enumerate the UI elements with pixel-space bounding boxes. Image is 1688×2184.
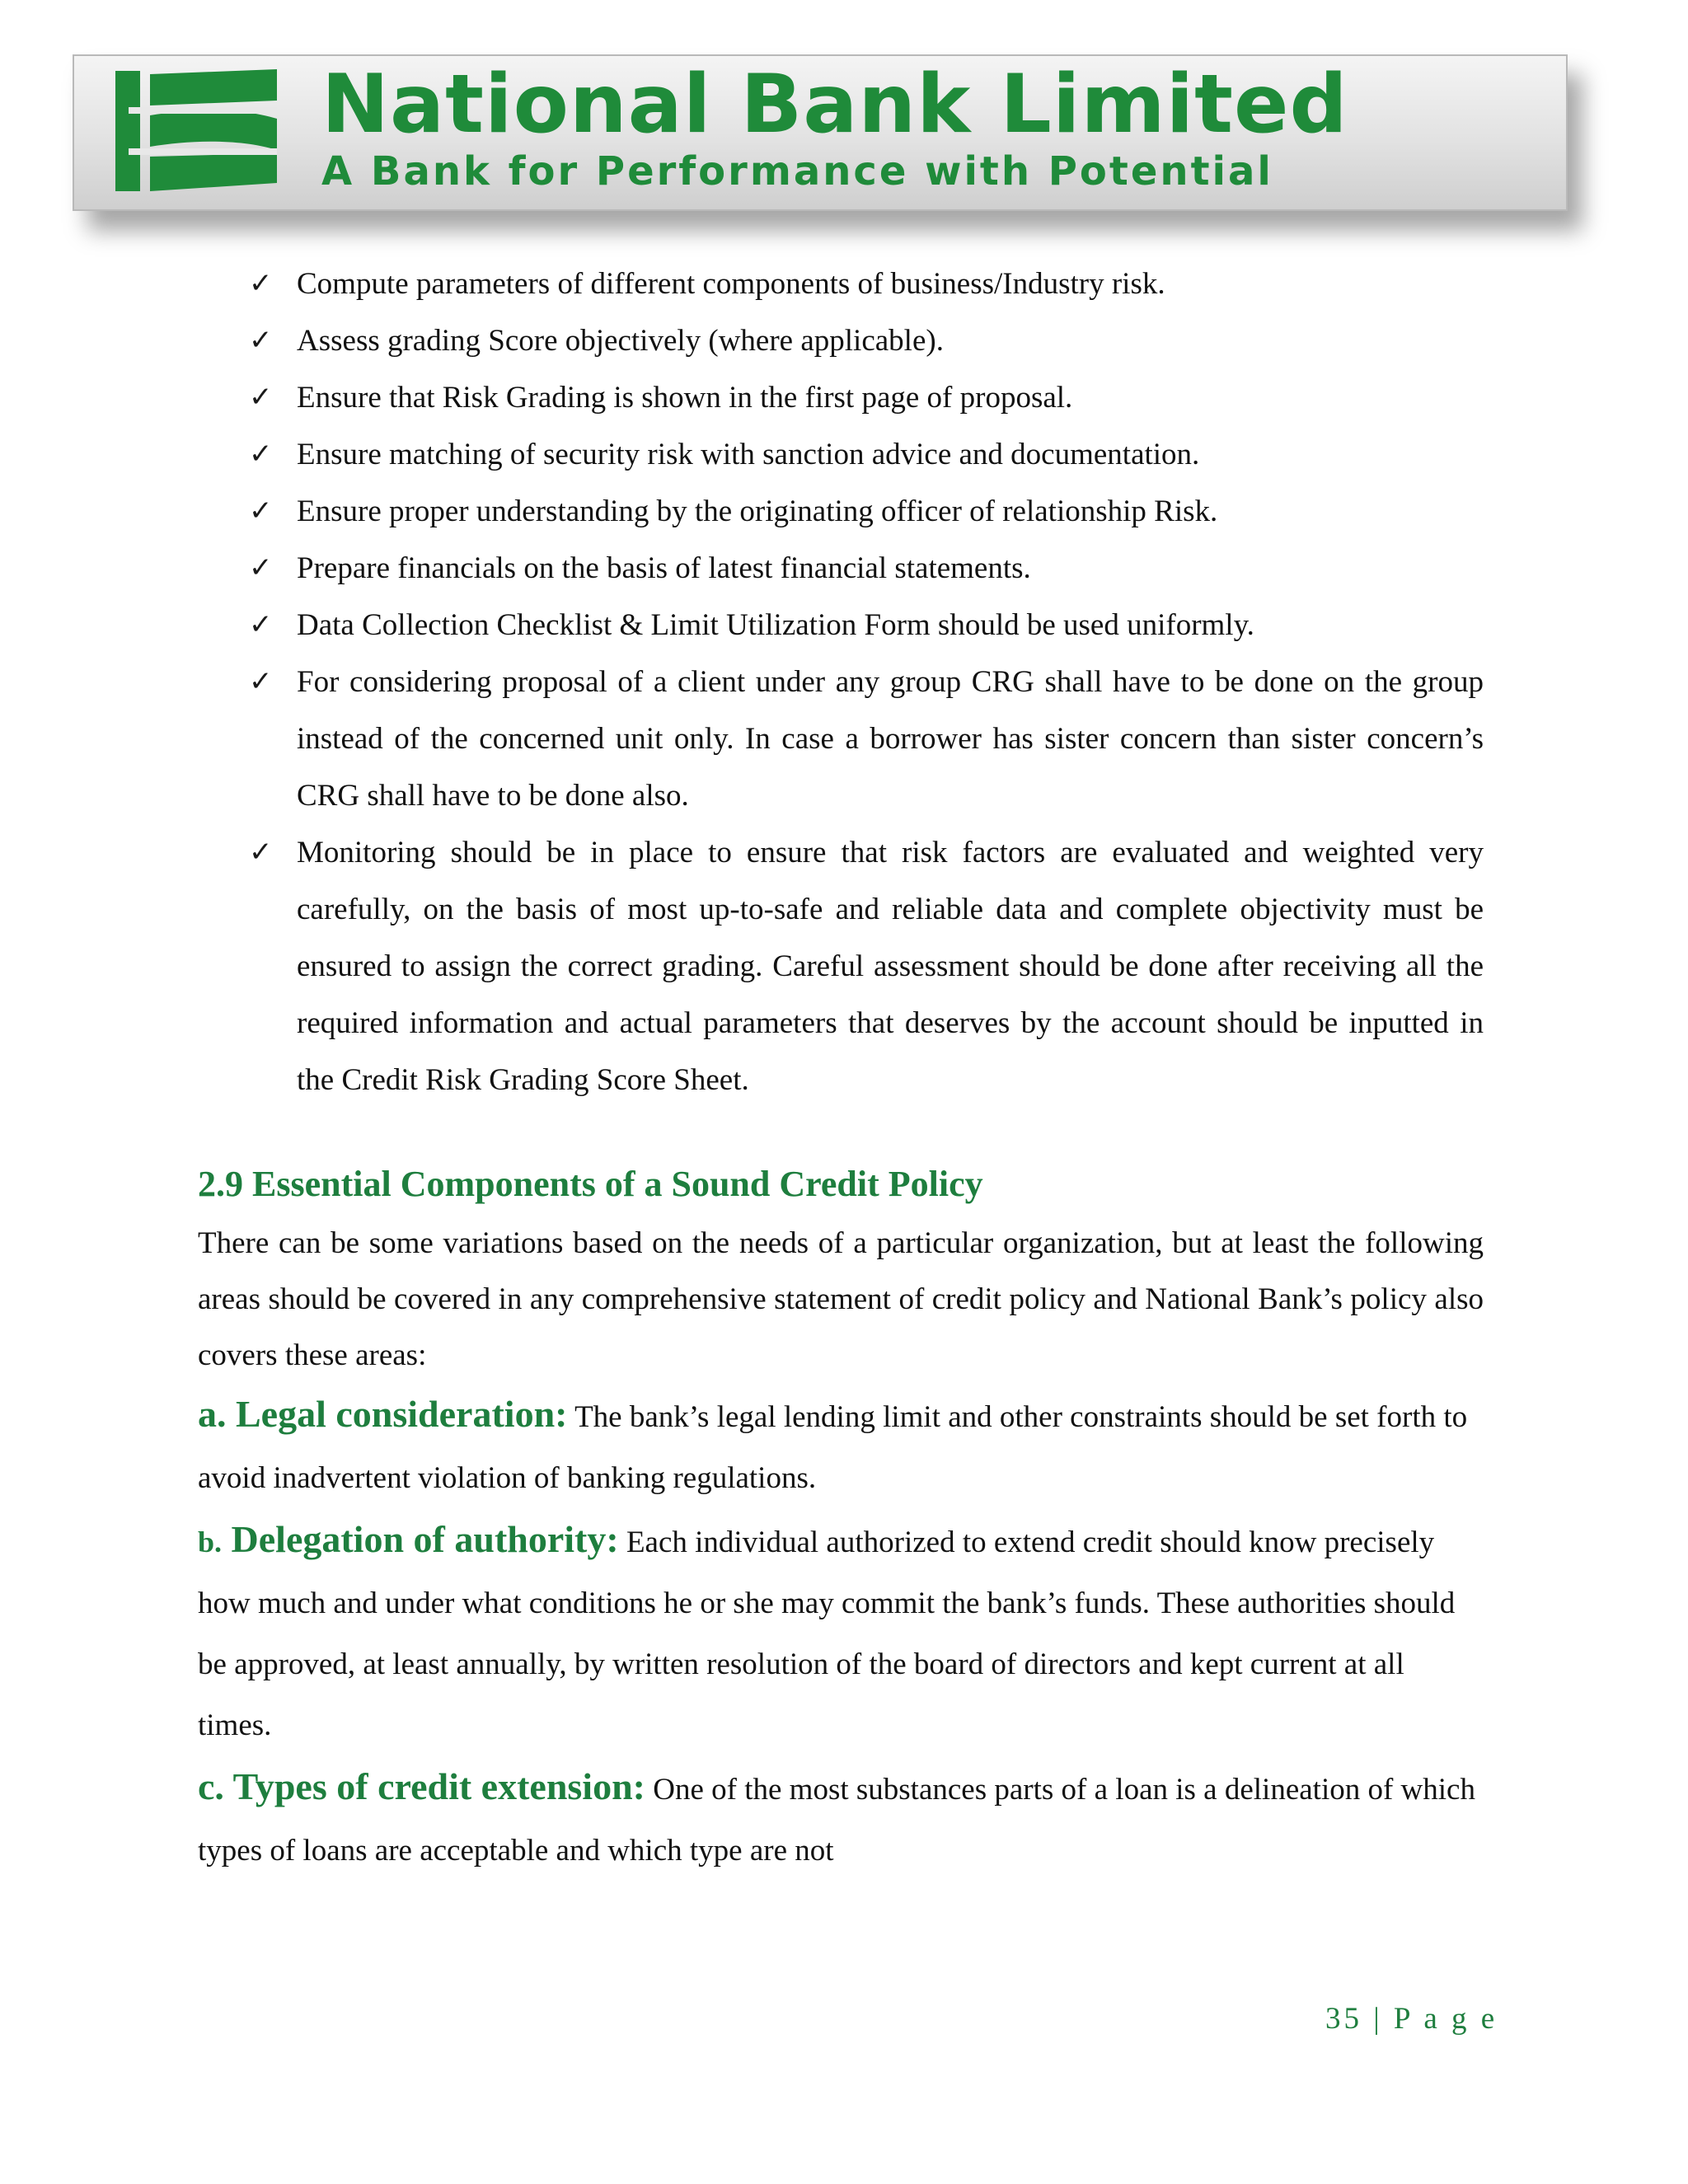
checkmark-icon: ✓ [249, 665, 273, 698]
list-item [198, 824, 1484, 1108]
list-item-text: Compute parameters of different components of business/Industry risk. [297, 267, 1165, 301]
page-number: 35 | P a g e [1325, 2002, 1498, 2036]
list-item-text: Data Collection Checklist & Limit Utilization Form should be used uniformly. [297, 608, 1254, 642]
list-item [198, 255, 1484, 312]
checkmark-icon: ✓ [249, 494, 273, 527]
policy-item-text: One of the most substances parts of a loan is a delineation of which types of loans are acceptable and which type are not [198, 1773, 1475, 1868]
policy-item-heading: c. Types of credit extension: [198, 1765, 645, 1807]
checkmark-icon: ✓ [249, 608, 273, 641]
policy-item-credit-types [198, 1756, 1484, 1882]
page-content [198, 255, 1484, 1882]
checkmark-icon: ✓ [249, 551, 273, 584]
section-heading: 2.9 Essential Components of a Sound Credit Policy [198, 1164, 983, 1204]
section-intro: There can be some variations based on the needs of a particular organization, but at least the following areas should be covered in any comprehensive statement of credit policy and National Bank’s policy also covers these areas: [198, 1226, 1484, 1372]
list-item [198, 540, 1484, 597]
list-item-text: For considering proposal of a client under any group CRG shall have to be done on the group instead of the concerned unit only. In case a borrower has sister concern than sister concern’s CRG shall have to be done also. [297, 665, 1484, 813]
list-item-text: Ensure matching of security risk with sanction advice and documentation. [297, 438, 1200, 471]
policy-item-prefix: b. [198, 1526, 223, 1558]
policy-item-text: The bank’s legal lending limit and other constraints should be set forth to avoid inadvertent violation of banking regulations. [198, 1400, 1468, 1495]
policy-item-text: Each individual authorized to extend credit should know precisely how much and under what conditions he or she may commit the bank’s funds. These authorities should be approved, at least annually, by written resolution of the board of directors and kept current at all times. [198, 1526, 1456, 1742]
policy-item-legal [198, 1384, 1484, 1509]
list-item [198, 369, 1484, 426]
bank-name: National Bank Limited [321, 58, 1348, 152]
list-item [198, 597, 1484, 654]
list-item-text: Ensure proper understanding by the originating officer of relationship Risk. [297, 494, 1218, 528]
list-item [198, 312, 1484, 369]
checklist [198, 255, 1484, 1108]
checkmark-icon: ✓ [249, 438, 273, 471]
list-item-text: Assess grading Score objectively (where applicable). [297, 324, 944, 358]
list-item-text: Monitoring should be in place to ensure that risk factors are evaluated and weighted very carefully, on the basis of most up-to-safe and reliable data and complete objectivity must be ensured to assign the correct grading. Careful assessment should be done after receiving all the required information and actual parameters that deserves by the account should be inputted in the Credit Risk Grading Score Sheet. [297, 836, 1484, 1097]
list-item [198, 426, 1484, 483]
list-item-text: Prepare financials on the basis of latest financial statements. [297, 551, 1031, 585]
checkmark-icon: ✓ [249, 324, 273, 357]
checkmark-icon: ✓ [249, 836, 273, 869]
policy-item-heading: a. Legal consideration: [198, 1393, 568, 1435]
list-item-text: Ensure that Risk Grading is shown in the first page of proposal. [297, 381, 1073, 415]
header-banner [73, 54, 1568, 211]
nbl-logo-icon [115, 68, 280, 198]
checkmark-icon: ✓ [249, 267, 273, 300]
bank-tagline: A Bank for Performance with Potential [321, 148, 1273, 194]
checkmark-icon: ✓ [249, 381, 273, 414]
policy-item-delegation [198, 1509, 1484, 1756]
policy-item-heading: Delegation of authority: [222, 1518, 619, 1560]
list-item [198, 654, 1484, 824]
list-item [198, 483, 1484, 540]
